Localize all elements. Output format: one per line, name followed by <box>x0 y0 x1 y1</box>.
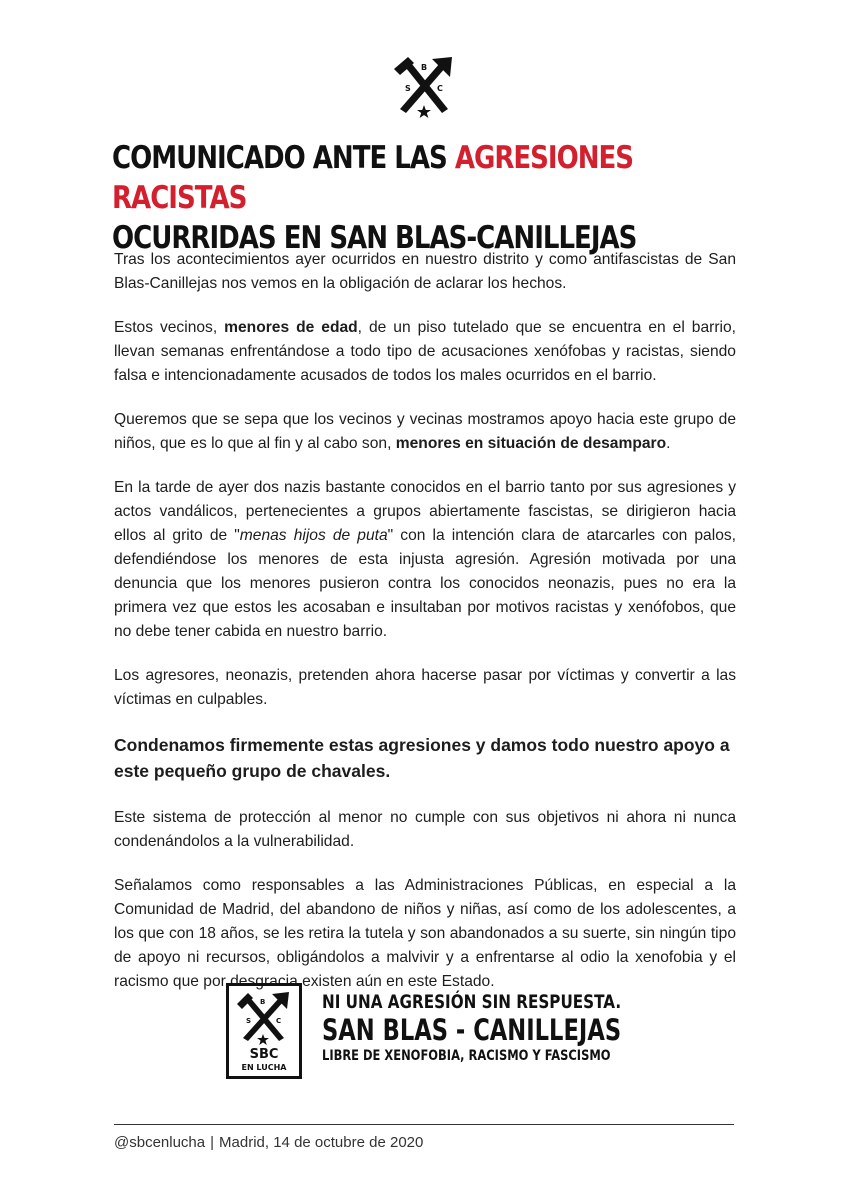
footer-logo-sub: EN LUCHA <box>241 1063 287 1072</box>
statement-body <box>114 248 736 1014</box>
slogan-line-3: LIBRE DE XENOFOBIA, RACISMO Y FASCISMO <box>322 1048 611 1064</box>
paragraph-3-post: . <box>666 435 671 452</box>
hammer-pickaxe-star-icon <box>392 55 456 119</box>
footer-line <box>114 1134 423 1151</box>
paragraph-4-pre: En la tarde de ayer dos nazis bastante conocidos en el barrio tanto por sus agresiones y actos vandálicos, pertenecientes a grupos abiertamente fascistas, se dirigieron hacia ellos al grito de " <box>114 479 736 544</box>
slogan-block <box>322 990 642 1066</box>
paragraph-4-post: " con la intención clara de atarcarles con palos, defendiéndose los menores de esta injusta agresión. Agresión motivada por una denuncia que los menores pusieron contra los conocidos neonazis, pues no era la primera vez que estos les acosaban e insultaban por motivos racistas y xenófobos, que no debe tener cabida en nuestro barrio. <box>114 527 736 640</box>
paragraph-3 <box>114 408 736 456</box>
slogan-line-2: SAN BLAS - CANILLEJAS <box>322 1013 622 1047</box>
lead-statement: Condenamos firmemente estas agresiones y damos todo nuestro apoyo a este pequeño grupo de chavales. <box>114 735 730 781</box>
paragraph-2-bold: menores de edad <box>224 319 358 336</box>
paragraph-2-pre: Estos vecinos, <box>114 319 225 336</box>
footer-separator: | <box>210 1134 215 1151</box>
paragraph-6: Este sistema de protección al menor no cumple con sus objetivos ni ahora ni nunca condenándolos a la vulnerabilidad. <box>114 809 736 850</box>
logo-letter-c: C <box>437 84 443 93</box>
paragraph-2-post: , de un piso tutelado que se encuentra en el barrio, llevan semanas enfrentándose a todo tipo de acusaciones xenófobas y racistas, siendo falsa e intencionadamente acusados de todos los males ocurridos en el barrio. <box>114 319 736 384</box>
title-line1-accent: AGRESIONES RACISTAS <box>112 140 634 216</box>
title-line1-prefix: COMUNICADO ANTE LAS <box>112 140 447 176</box>
logo-letter-s: S <box>405 84 411 93</box>
page-title <box>112 138 650 258</box>
paragraph-3-pre: Queremos que se sepa que los vecinos y vecinas mostramos apoyo hacia este grupo de niños, que es lo que al fin y al cabo son, <box>114 411 736 452</box>
paragraph-2 <box>114 316 736 388</box>
footer-divider <box>114 1124 734 1125</box>
paragraph-3-bold: menores en situación de desamparo <box>395 435 667 452</box>
paragraph-4-italic: menas hijos de puta <box>239 527 388 544</box>
slogan-line-1: NI UNA AGRESIÓN SIN RESPUESTA. <box>322 991 622 1013</box>
sbc-footer-logo <box>226 983 302 1079</box>
footer-place-date: Madrid, 14 de octubre de 2020 <box>219 1134 424 1151</box>
footer-hammer-pickaxe-icon <box>229 986 299 1076</box>
title-line2: OCURRIDAS EN SAN BLAS-CANILLEJAS <box>112 220 637 256</box>
footer-handle: @sbcenlucha <box>114 1134 206 1151</box>
paragraph-7: Señalamos como responsables a las Administraciones Públicas, en especial a la Comunidad de Madrid, del abandono de niños y niñas, así como de los adolescentes, a los que con 18 años, se les retira la tutela y son abandonados a su suerte, sin ningún tipo de apoyo ni recursos, obligándolos a malvivir y a enfrentarse al odio la xenofobia y el racismo que por desgracia existen aún en este Estado. <box>114 877 736 990</box>
logo-letter-b: B <box>421 63 428 72</box>
footer-logo-letter-s: S <box>246 1017 252 1025</box>
paragraph-5: Los agresores, neonazis, pretenden ahora hacerse pasar por víctimas y convertir a las víctimas en culpables. <box>114 667 736 708</box>
footer-logo-letter-c: C <box>276 1017 282 1025</box>
footer-logo-letter-b: B <box>260 998 266 1006</box>
paragraph-4 <box>114 476 736 644</box>
footer-logo-name: SBC <box>249 1047 279 1062</box>
paragraph-1: Tras los acontecimientos ayer ocurridos en nuestro distrito y como antifascistas de San Blas-Canillejas nos vemos en la obligación de aclarar los hechos. <box>114 251 736 292</box>
